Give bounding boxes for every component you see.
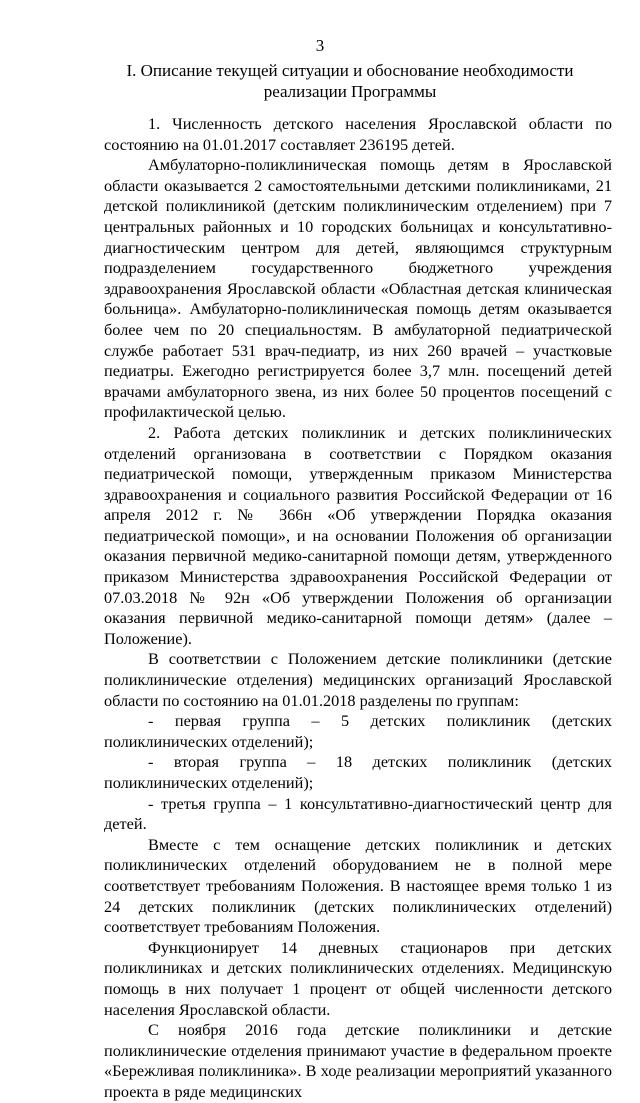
paragraph: Функционирует 14 дневных стационаров при детских поликлиниках и детских поликлинических отделениях. Медицинскую помощь в них получает 1 процент от общей численности детского населения Ярославской области. xyxy=(104,937,612,1019)
paragraph: 2. Работа детских поликлиник и детских поликлинических отделений организована в соответствии с Порядком оказания педиатрической помощи, утвержденным приказом Министерства здравоохранения и социального развития Российской Федерации от 16 апреля 2012 г. № 366н «Об утверждении Порядка оказания педиатрической помощи», и на основании Положения об организации оказания первичной медико-санитарной помощи детям, утвержденного приказом Министерства здравоохранения Российской Федерации от 07.03.2018 № 92н «Об утверждении Положения об организации оказания первичной медико-санитарной помощи детям» (далее – Положение). xyxy=(104,422,612,648)
list-item: - третья группа – 1 консультативно-диагностический центр для детей. xyxy=(104,793,612,834)
paragraph: Амбулаторно-поликлиническая помощь детям в Ярославской области оказывается 2 самостоятельными детскими поликлиниками, 21 детской поликлиникой (детским поликлиническим отделением) при 7 центральных районных и 10 городских больницах и консультативно-диагностическим центром для детей, являющимся структурным подразделением государственного бюджетного учреждения здравоохранения Ярославской области «Областная детская клиническая больница». Амбулаторно-поликлиническая помощь детям оказывается более чем по 20 специальностям. В амбулаторной педиатрической службе работает 531 врач-педиатр, из них 260 врачей – участковые педиатры. Ежегодно регистрируется более 3,7 млн. посещений детей врачами амбулаторного звена, из них более 50 процентов посещений с профилактической целью. xyxy=(104,155,612,422)
section-title: I. Описание текущей ситуации и обоснование необходимости реализации Программы xyxy=(126,61,574,101)
paragraph: 1. Численность детского населения Ярославской области по состоянию на 01.01.2017 составляет 236195 детей. xyxy=(104,114,612,154)
list-item: - вторая группа – 18 детских поликлиник (детских поликлинических отделений); xyxy=(104,752,612,792)
document-body xyxy=(104,114,612,1103)
page-number: 3 xyxy=(315,36,325,55)
paragraph: С ноября 2016 года детские поликлиники и детские поликлинические отделения принимают участие в федеральном проекте «Бережливая поликлиника». В ходе реализации мероприятий указанного проекта в ряде медицинских xyxy=(104,1020,612,1101)
paragraph: В соответствии с Положением детские поликлиники (детские поликлинические отделения) медицинских организаций Ярославской области по состоянию на 01.01.2018 разделены по группам: xyxy=(104,649,612,710)
list-item: - первая группа – 5 детских поликлиник (детских поликлинических отделений); xyxy=(104,711,612,751)
paragraph: Вместе с тем оснащение детских поликлиник и детских поликлинических отделений оборудованием не в полной мере соответствует требованиям Положения. В настоящее время только 1 из 24 детских поликлиник (детских поликлинических отделений) соответствует требованиям Положения. xyxy=(104,834,612,937)
